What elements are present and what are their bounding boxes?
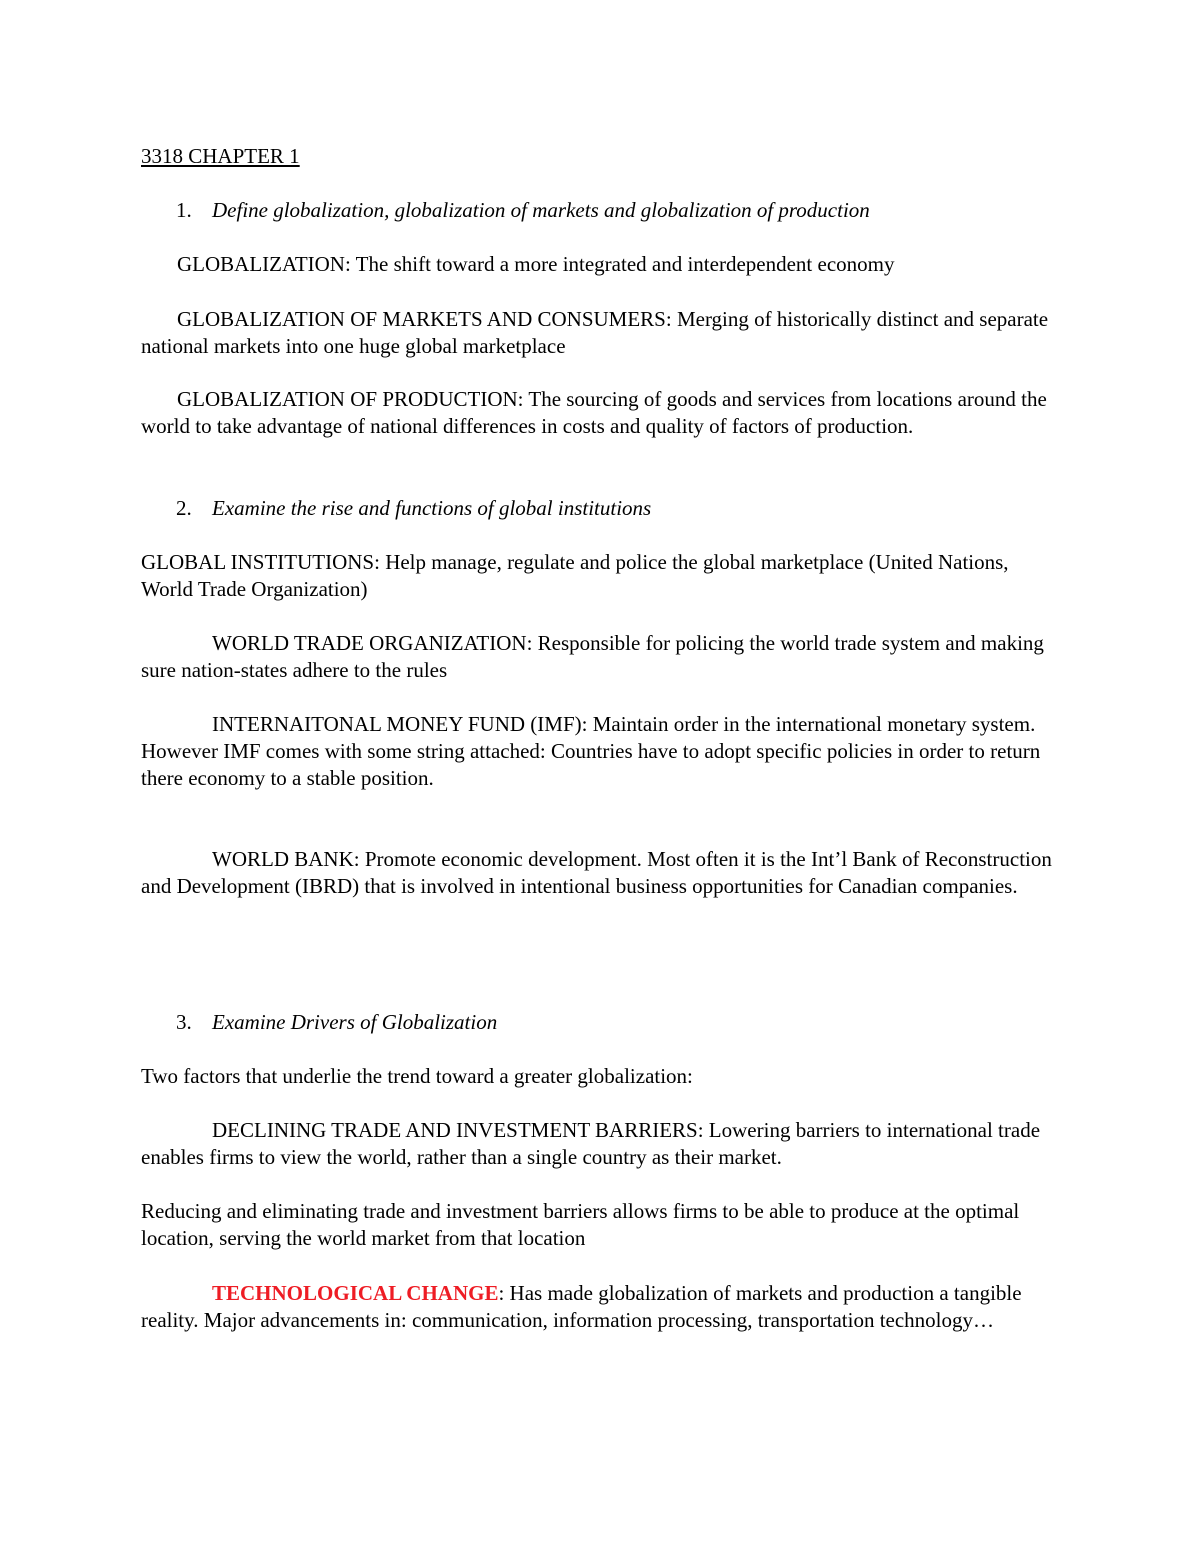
technological-change-label: TECHNOLOGICAL CHANGE bbox=[212, 1281, 499, 1305]
document-title: 3318 CHAPTER 1 bbox=[141, 144, 300, 168]
question-number: 3. bbox=[176, 1010, 192, 1034]
paragraph-global-institutions: GLOBAL INSTITUTIONS: Help manage, regulate and police the global marketplace (United Nations, World Trade Organization) bbox=[141, 550, 1009, 601]
paragraph-wto: WORLD TRADE ORGANIZATION: Responsible for policing the world trade system and making sure nation-states adhere to the rules bbox=[141, 631, 1044, 682]
paragraph-imf: INTERNAITONAL MONEY FUND (IMF): Maintain order in the international monetary system. However IMF comes with some string attached: Countries have to adopt specific policies in order to return there economy to a stable position. bbox=[141, 712, 1041, 790]
question-1 bbox=[176, 197, 1056, 224]
paragraph-reducing-barriers: Reducing and eliminating trade and investment barriers allows firms to be able to produce at the optimal location, serving the world market from that location bbox=[141, 1199, 1020, 1250]
question-3 bbox=[176, 1009, 1056, 1036]
paragraph-globalization-markets: GLOBALIZATION OF MARKETS AND CONSUMERS: Merging of historically distinct and separate national markets into one huge global marketplace bbox=[141, 307, 1049, 358]
question-number: 1. bbox=[176, 198, 192, 222]
question-text: Examine Drivers of Globalization bbox=[212, 1010, 498, 1034]
paragraph-declining-barriers: DECLINING TRADE AND INVESTMENT BARRIERS: Lowering barriers to international trade enables firms to view the world, rather than a single country as their market. bbox=[141, 1118, 1041, 1169]
paragraph-two-factors: Two factors that underlie the trend toward a greater globalization: bbox=[141, 1064, 693, 1088]
question-text: Define globalization, globalization of markets and globalization of production bbox=[212, 198, 870, 222]
question-number: 2. bbox=[176, 496, 192, 520]
paragraph-globalization-production: GLOBALIZATION OF PRODUCTION: The sourcing of goods and services from locations around the world to take advantage of national differences in costs and quality of factors of production. bbox=[141, 387, 1047, 438]
question-text: Examine the rise and functions of global institutions bbox=[212, 496, 652, 520]
paragraph-globalization: GLOBALIZATION: The shift toward a more integrated and interdependent economy bbox=[177, 252, 895, 276]
paragraph-world-bank: WORLD BANK: Promote economic development. Most often it is the Int’l Bank of Reconstruction and Development (IBRD) that is involved in intentional business opportunities for Canadian companies. bbox=[141, 847, 1052, 898]
question-2 bbox=[176, 495, 1056, 522]
paragraph-technological-change bbox=[141, 1280, 1056, 1334]
technological-change-text: : Has made globalization of markets and production a tangible reality. Major advancements in: communication, information processing, transportation technology… bbox=[141, 1281, 1022, 1332]
